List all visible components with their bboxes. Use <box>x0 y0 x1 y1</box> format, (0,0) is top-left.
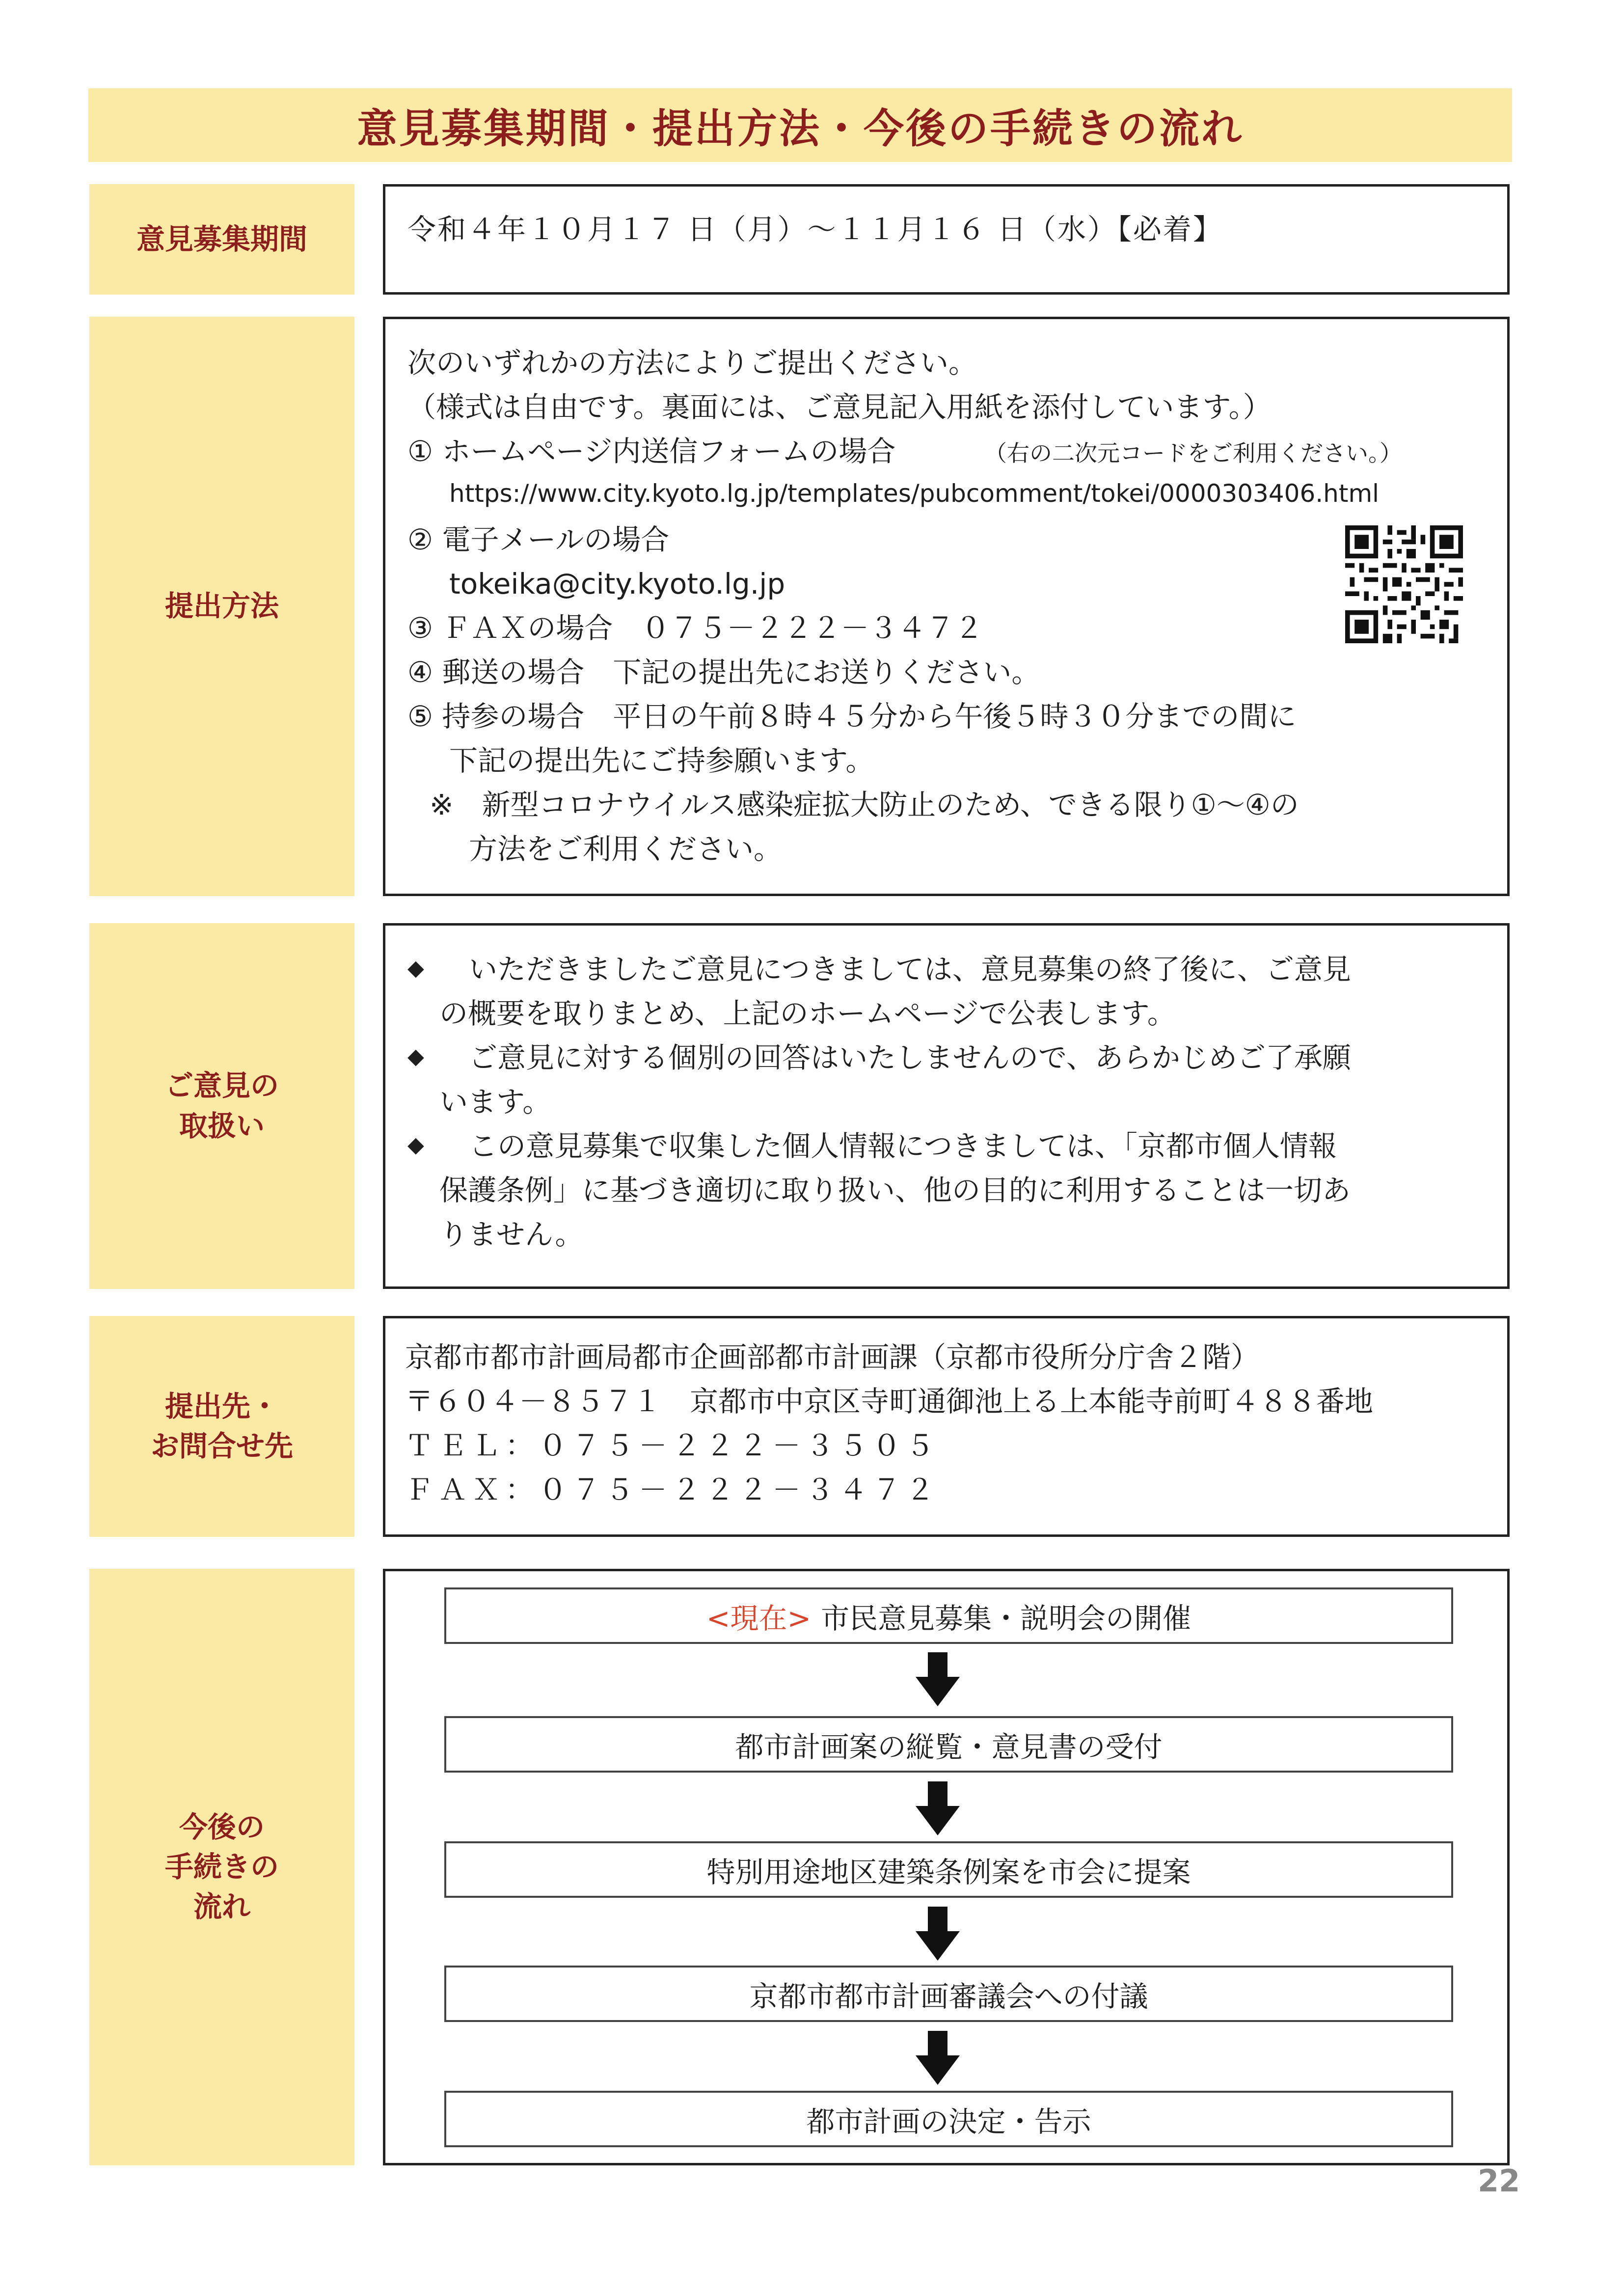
contact-fax: ＦＡＸ：０７５－２２２－３４７２ <box>405 1473 940 1506</box>
flow-step-1-label: 市民意見募集・説明会の開催 <box>821 1601 1191 1635</box>
handling-line-1: いただきましたご意見につきましては、意見募集の終了後に、ご意見 <box>469 953 1351 986</box>
flow-step-2-label: 都市計画案の縦覧・意見書の受付 <box>735 1730 1163 1764</box>
submission-line-email-title: ② 電子メールの場合 <box>407 523 670 556</box>
submission-line-post: ④ 郵送の場合 下記の提出先にお送りください。 <box>407 656 1040 689</box>
submission-line-fax: ③ ＦＡＸの場合 ０７５－２２２－３４７２ <box>407 611 983 645</box>
submission-line-note-2: 方法をご利用ください。 <box>469 832 783 866</box>
title-bar <box>88 88 1512 162</box>
flow-step-2 <box>444 1716 1453 1773</box>
submission-line-bring: ⑤ 持参の場合 平日の午前８時４５分から午後５時３０分までの間に <box>407 700 1297 733</box>
page-number: 22 <box>1478 2163 1520 2199</box>
label-contact-text: 提出先・ お問合せ先 <box>150 1389 293 1463</box>
submission-line-3-note: （右の二次元コードをご利用ください。） <box>984 440 1402 466</box>
submission-line-bring-2: 下記の提出先にご持参願います。 <box>449 744 874 777</box>
down-arrow-icon <box>916 1781 960 1835</box>
flow-step-4 <box>444 1966 1453 2022</box>
label-flow <box>89 1569 354 2165</box>
handling-line-5: この意見募集で収集した個人情報につきましては、「京都市個人情報 <box>469 1129 1337 1163</box>
flow-step-5 <box>444 2091 1453 2147</box>
page-title: 意見募集期間・提出方法・今後の手続きの流れ <box>356 105 1244 152</box>
submission-line-1: 次のいずれかの方法によりご提出ください。 <box>407 346 977 380</box>
handling-line-6: 保護条例」に基づき適切に取り扱い、他の目的に利用することは一切あ <box>439 1174 1351 1207</box>
label-handling <box>89 923 354 1289</box>
contact-tel: ＴＥＬ：０７５－２２２－３５０５ <box>405 1429 940 1462</box>
down-arrow-icon <box>916 2031 960 2085</box>
contact-box <box>383 1316 1510 1537</box>
flow-step-1 <box>444 1587 1453 1644</box>
flow-step-3 <box>444 1841 1453 1898</box>
label-submission-text: 提出方法 <box>164 589 279 623</box>
handling-box <box>383 923 1510 1289</box>
bullet-icon: ◆ <box>407 956 424 981</box>
current-tag: <現在> <box>706 1601 812 1635</box>
down-arrow-icon <box>916 1652 960 1706</box>
down-arrow-icon <box>916 1907 960 1961</box>
contact-department: 京都市都市計画局都市企画部都市計画課（京都市役所分庁舎２階） <box>405 1340 1260 1374</box>
qr-code-icon[interactable] <box>1345 525 1463 643</box>
submission-line-2: （様式は自由です。裏面には、ご意見記入用紙を添付しています。） <box>407 390 1272 424</box>
label-period <box>89 184 354 295</box>
label-handling-text: ご意見の 取扱い <box>164 1069 279 1143</box>
label-contact <box>89 1316 354 1537</box>
bullet-icon: ◆ <box>407 1132 424 1157</box>
flow-step-5-label: 都市計画の決定・告示 <box>806 2105 1091 2138</box>
submission-url[interactable]: https://www.city.kyoto.lg.jp/templates/pubcomment/tokei/0000303406.html <box>449 479 1380 508</box>
label-period-text: 意見募集期間 <box>136 222 307 256</box>
flow-box-container <box>383 1569 1510 2165</box>
handling-line-7: りません。 <box>439 1218 584 1251</box>
contact-address: 〒６０４－８５７１ 京都市中京区寺町通御池上る上本能寺前町４８８番地 <box>405 1385 1374 1418</box>
label-flow-text: 今後の 手続きの 流れ <box>164 1810 279 1924</box>
flow-step-3-label: 特別用途地区建築条例案を市会に提案 <box>706 1855 1191 1889</box>
flow-step-4-label: 京都市都市計画審議会への付議 <box>749 1979 1148 2013</box>
label-submission <box>89 317 354 896</box>
period-box <box>383 184 1510 295</box>
handling-line-4: います。 <box>439 1085 551 1119</box>
submission-email[interactable]: tokeika@city.kyoto.lg.jp <box>449 567 785 601</box>
handling-line-2: の概要を取りまとめ、上記のホームページで公表します。 <box>439 997 1176 1030</box>
submission-box <box>383 317 1510 896</box>
handling-line-3: ご意見に対する個別の回答はいたしませんので、あらかじめご了承願 <box>469 1041 1351 1074</box>
submission-line-3: ① ホームページ内送信フォームの場合 <box>407 435 896 468</box>
submission-line-note: ※ 新型コロナウイルス感染症拡大防止のため、できる限り①～④の <box>430 788 1299 821</box>
period-text: 令和４年１０月１７ 日（月）～１１月１６ 日（水）【必着】 <box>407 213 1223 246</box>
bullet-icon: ◆ <box>407 1044 424 1069</box>
